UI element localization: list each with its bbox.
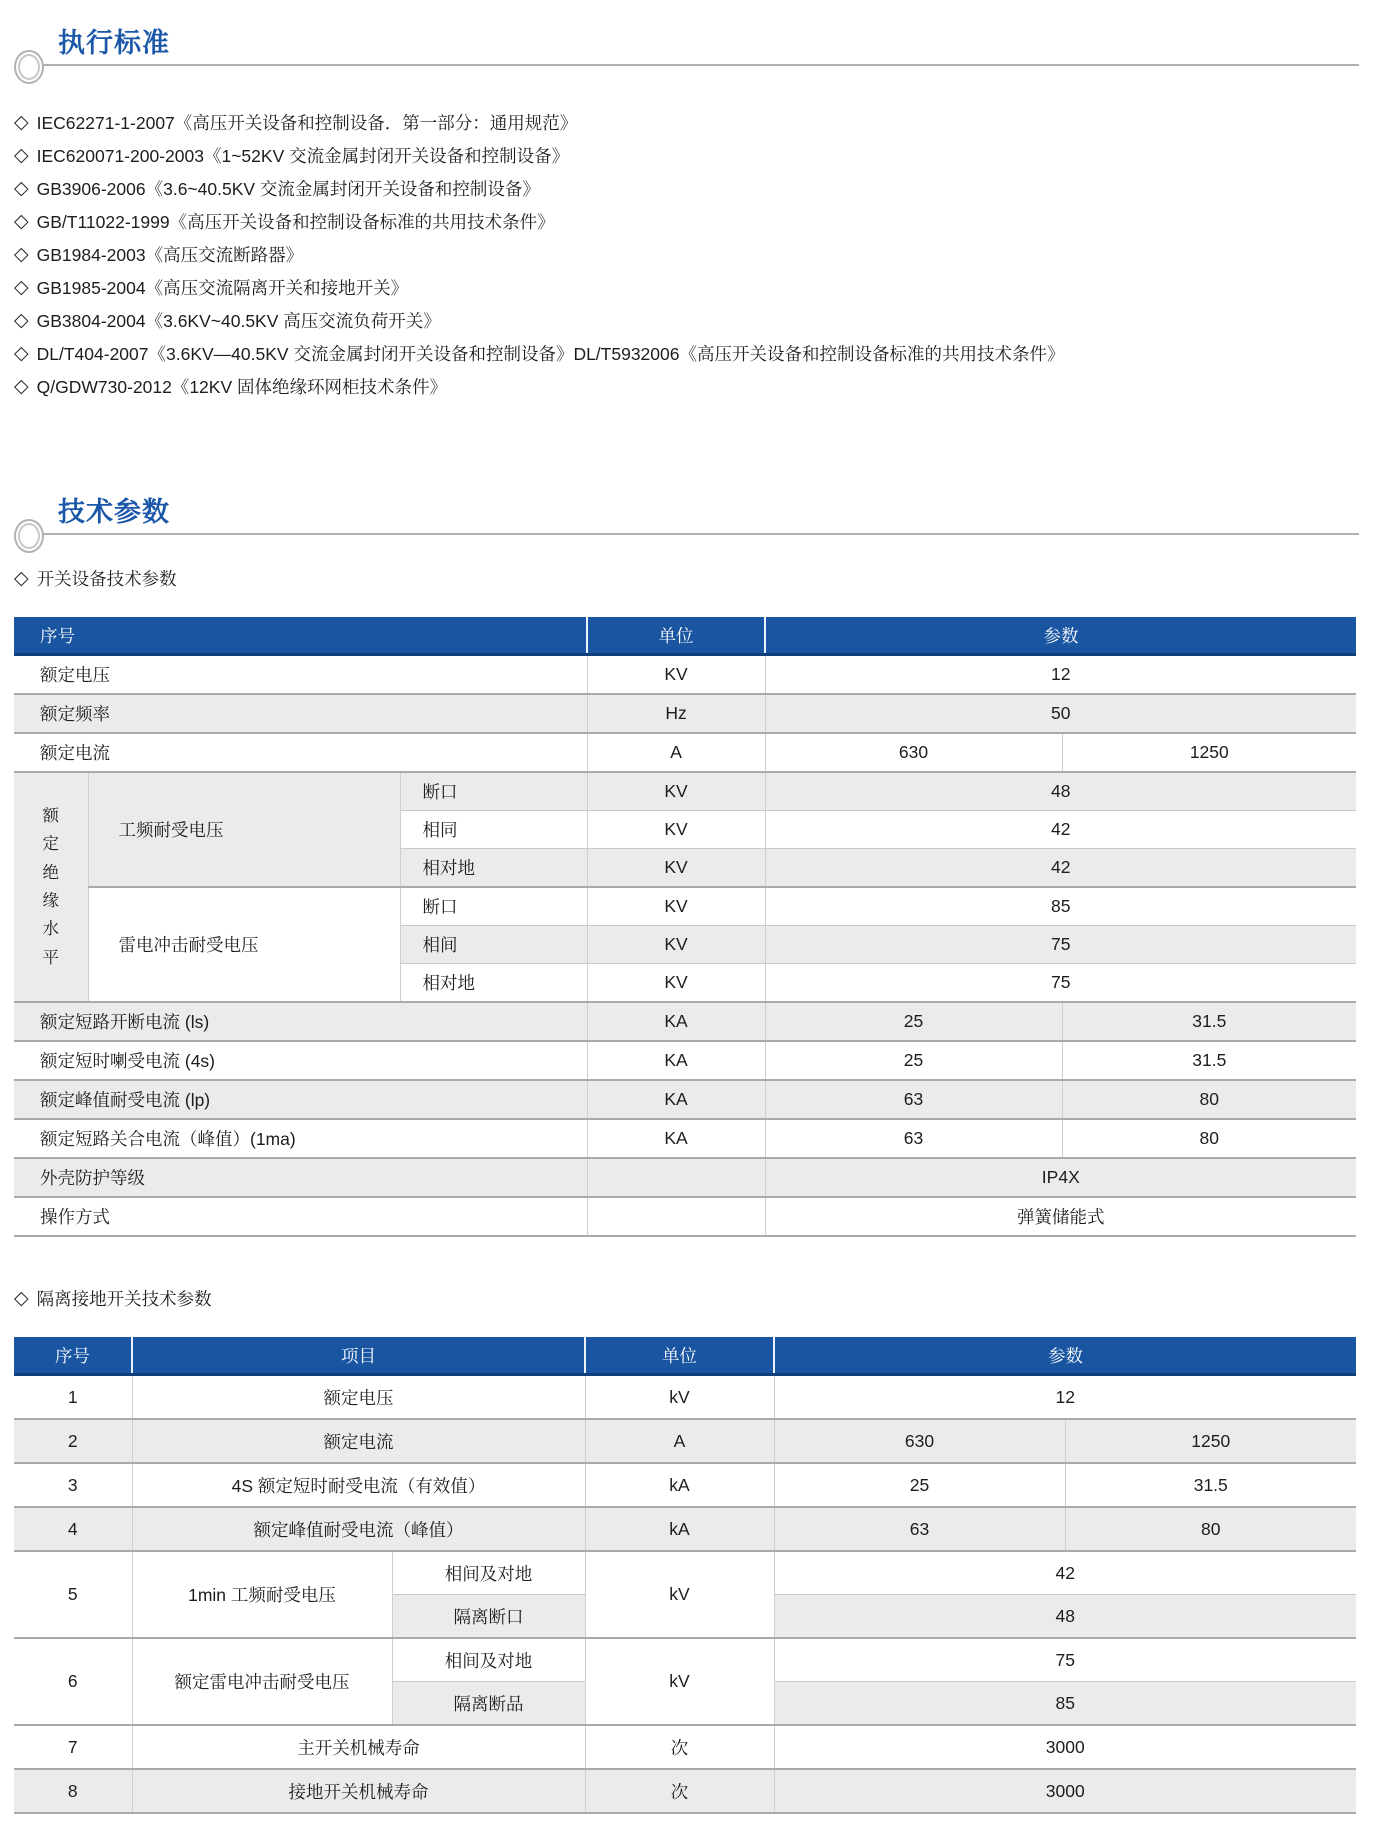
sub-label: 相间 <box>400 926 587 964</box>
table-row <box>14 1197 1356 1236</box>
row-value: 3000 <box>774 1769 1356 1813</box>
row-no: 5 <box>14 1551 132 1638</box>
table-row <box>14 1041 1356 1080</box>
row-value-1: 63 <box>774 1507 1065 1551</box>
table-row <box>14 1638 1356 1682</box>
row-unit: KA <box>587 1119 765 1158</box>
subsection-isolation-params <box>14 1281 1359 1315</box>
table-row <box>14 694 1356 733</box>
row-value-2: 31.5 <box>1062 1041 1356 1080</box>
row-value-1: 63 <box>765 1080 1062 1119</box>
standard-item <box>14 370 1359 403</box>
table-row <box>14 1551 1356 1595</box>
diamond-bullet-icon: ◇ <box>14 343 29 364</box>
row-value: 42 <box>765 811 1356 849</box>
table-row <box>14 1769 1356 1813</box>
row-value: 75 <box>765 964 1356 1003</box>
row-unit: KA <box>587 1080 765 1119</box>
row-value-1: 630 <box>765 733 1062 772</box>
row-no: 4 <box>14 1507 132 1551</box>
standard-item <box>14 205 1359 238</box>
sub-label: 相对地 <box>400 964 587 1003</box>
row-item: 额定峰值耐受电流（峰值） <box>132 1507 585 1551</box>
table-row <box>14 1002 1356 1041</box>
row-label: 额定频率 <box>14 694 587 733</box>
standards-list <box>14 106 1359 403</box>
row-no: 6 <box>14 1638 132 1725</box>
diamond-bullet-icon: ◇ <box>14 145 29 166</box>
diamond-bullet-icon: ◇ <box>14 310 29 331</box>
row-value-2: 31.5 <box>1062 1002 1356 1041</box>
row-value: IP4X <box>765 1158 1356 1197</box>
row-value: 75 <box>774 1638 1356 1682</box>
row-no: 2 <box>14 1419 132 1463</box>
header-seq: 序号 <box>14 1337 132 1375</box>
diamond-bullet-icon: ◇ <box>14 178 29 199</box>
table-row <box>14 733 1356 772</box>
sub-label: 隔离断品 <box>392 1682 585 1726</box>
row-item: 额定电压 <box>132 1375 585 1420</box>
standard-text: Q/GDW730-2012《12KV 固体绝缘环网柜技术条件》 <box>36 377 447 397</box>
row-value: 50 <box>765 694 1356 733</box>
row-unit: KV <box>587 849 765 888</box>
table-row <box>14 1158 1356 1197</box>
row-unit: kA <box>585 1507 774 1551</box>
sub-label: 相间及对地 <box>392 1551 585 1595</box>
group-label: 雷电冲击耐受电压 <box>88 887 400 1002</box>
diamond-bullet-icon: ◇ <box>14 567 29 589</box>
row-value-2: 1250 <box>1065 1419 1356 1463</box>
table-row <box>14 1119 1356 1158</box>
row-value-2: 31.5 <box>1065 1463 1356 1507</box>
table-row <box>14 1507 1356 1551</box>
row-value: 85 <box>774 1682 1356 1726</box>
header-param: 参数 <box>774 1337 1356 1375</box>
standard-item <box>14 106 1359 139</box>
standard-text: DL/T404-2007《3.6KV—40.5KV 交流金属封闭开关设备和控制设备》DL/T5932006《高压开关设备和控制设备标准的共用技术条件》 <box>36 344 1065 364</box>
insulation-level-cell <box>14 772 88 1002</box>
row-no: 8 <box>14 1769 132 1813</box>
header-unit: 单位 <box>585 1337 774 1375</box>
header-param: 参数 <box>765 617 1356 655</box>
row-unit: KA <box>587 1041 765 1080</box>
subsection-title: 开关设备技术参数 <box>36 568 177 589</box>
row-label: 额定短路开断电流 (ls) <box>14 1002 587 1041</box>
table-row <box>14 1375 1356 1420</box>
row-value: 42 <box>765 849 1356 888</box>
standard-text: GB3804-2004《3.6KV~40.5KV 高压交流负荷开关》 <box>36 311 441 331</box>
row-no: 1 <box>67 1386 78 1407</box>
diamond-bullet-icon: ◇ <box>14 211 29 232</box>
ring-icon <box>14 519 44 553</box>
row-unit: KV <box>587 926 765 964</box>
table-row <box>14 1463 1356 1507</box>
row-item: 额定电流 <box>132 1419 585 1463</box>
row-unit: Hz <box>587 694 765 733</box>
row-unit: 次 <box>585 1725 774 1769</box>
row-value-2: 80 <box>1062 1080 1356 1119</box>
row-value-1: 63 <box>765 1119 1062 1158</box>
row-label: 额定短路关合电流（峰值）(1ma) <box>14 1119 587 1158</box>
diamond-bullet-icon: ◇ <box>14 376 29 397</box>
sub-label: 断口 <box>400 772 587 811</box>
standard-item <box>14 139 1359 172</box>
row-value-2: 1250 <box>1062 733 1356 772</box>
row-value: 弹簧储能式 <box>765 1197 1356 1236</box>
subsection-title: 隔离接地开关技术参数 <box>36 1288 212 1309</box>
section-divider <box>14 519 1359 553</box>
standards-section-title: 执行标准 <box>58 28 170 58</box>
table-row <box>14 1419 1356 1463</box>
standard-text: GB/T11022-1999《高压开关设备和控制设备标准的共用技术条件》 <box>36 212 555 232</box>
row-value-1: 25 <box>765 1041 1062 1080</box>
table-row <box>14 655 1356 695</box>
row-unit: KV <box>587 655 765 695</box>
row-label: 额定电压 <box>40 665 110 685</box>
header-item: 项目 <box>132 1337 585 1375</box>
row-value: 12 <box>774 1375 1356 1420</box>
switchgear-params-table <box>14 617 1356 1237</box>
row-value: 3000 <box>774 1725 1356 1769</box>
row-item: 主开关机械寿命 <box>132 1725 585 1769</box>
row-unit: 次 <box>585 1769 774 1813</box>
row-item: 接地开关机械寿命 <box>132 1769 585 1813</box>
sub-label: 相同 <box>400 811 587 849</box>
row-unit: KV <box>587 772 765 811</box>
table-header-row <box>14 617 1356 655</box>
row-value: 85 <box>765 887 1356 926</box>
isolation-earthing-switch-params-table <box>14 1337 1356 1814</box>
row-value-1: 630 <box>774 1419 1065 1463</box>
group-label: 工频耐受电压 <box>88 772 400 887</box>
standard-text: IEC62271-1-2007《高压开关设备和控制设备．第一部分：通用规范》 <box>36 113 578 133</box>
row-unit: kA <box>585 1463 774 1507</box>
row-label: 额定短时喇受电流 (4s) <box>14 1041 587 1080</box>
row-unit: KV <box>587 887 765 926</box>
standard-text: IEC620071-200-2003《1~52KV 交流金属封闭开关设备和控制设备》 <box>36 146 570 166</box>
standard-item <box>14 337 1359 370</box>
row-no: 3 <box>14 1463 132 1507</box>
parameters-section-title: 技术参数 <box>58 497 170 527</box>
row-value: 12 <box>765 655 1356 695</box>
row-unit: KV <box>587 811 765 849</box>
row-label: 操作方式 <box>14 1197 587 1236</box>
row-value: 75 <box>765 926 1356 964</box>
table-header-row <box>14 1337 1356 1375</box>
row-unit: kV <box>585 1375 774 1420</box>
row-unit <box>587 1197 765 1236</box>
sub-label: 断口 <box>400 887 587 926</box>
row-value: 42 <box>774 1551 1356 1595</box>
row-value: 48 <box>774 1595 1356 1639</box>
row-item: 额定雷电冲击耐受电压 <box>132 1638 392 1725</box>
row-value-2: 80 <box>1065 1507 1356 1551</box>
diamond-bullet-icon: ◇ <box>14 277 29 298</box>
ring-icon <box>14 50 44 84</box>
row-label: 额定峰值耐受电流 (lp) <box>14 1080 587 1119</box>
sub-label: 相间及对地 <box>392 1638 585 1682</box>
standard-text: GB1985-2004《高压交流隔离开关和接地开关》 <box>36 278 409 298</box>
standard-item <box>14 238 1359 271</box>
row-value-1: 25 <box>765 1002 1062 1041</box>
sub-label: 相对地 <box>400 849 587 888</box>
row-value: 48 <box>765 772 1356 811</box>
row-unit: kV <box>585 1551 774 1638</box>
row-unit: KA <box>587 1002 765 1041</box>
standard-item <box>14 271 1359 304</box>
table-row <box>14 887 1356 926</box>
standard-text: GB1984-2003《高压交流断路器》 <box>36 245 304 265</box>
row-unit: KV <box>587 964 765 1003</box>
row-unit: kV <box>585 1638 774 1725</box>
subsection-switchgear-params <box>14 561 1359 595</box>
standard-text: GB3906-2006《3.6~40.5KV 交流金属封闭开关设备和控制设备》 <box>36 179 540 199</box>
row-no: 7 <box>14 1725 132 1769</box>
row-label: 外壳防护等级 <box>14 1158 587 1197</box>
row-unit: A <box>587 733 765 772</box>
header-seq: 序号 <box>14 617 587 655</box>
table-row <box>14 772 1356 811</box>
section-divider <box>14 50 1359 84</box>
row-label: 额定电流 <box>14 733 587 772</box>
row-item: 1min 工频耐受电压 <box>132 1551 392 1638</box>
divider-line <box>26 533 1359 535</box>
row-value-2: 80 <box>1062 1119 1356 1158</box>
row-value-1: 25 <box>774 1463 1065 1507</box>
header-unit: 单位 <box>587 617 765 655</box>
insulation-level-label: 额定绝缘水平 <box>42 806 59 967</box>
standard-item <box>14 304 1359 337</box>
table-row <box>14 1725 1356 1769</box>
row-unit: A <box>585 1419 774 1463</box>
divider-line <box>26 64 1359 66</box>
table-row <box>14 1080 1356 1119</box>
row-unit <box>587 1158 765 1197</box>
diamond-bullet-icon: ◇ <box>14 1287 29 1309</box>
sub-label: 隔离断口 <box>392 1595 585 1639</box>
diamond-bullet-icon: ◇ <box>14 112 29 133</box>
standard-item <box>14 172 1359 205</box>
diamond-bullet-icon: ◇ <box>14 244 29 265</box>
row-item: 4S 额定短时耐受电流（有效值） <box>132 1463 585 1507</box>
